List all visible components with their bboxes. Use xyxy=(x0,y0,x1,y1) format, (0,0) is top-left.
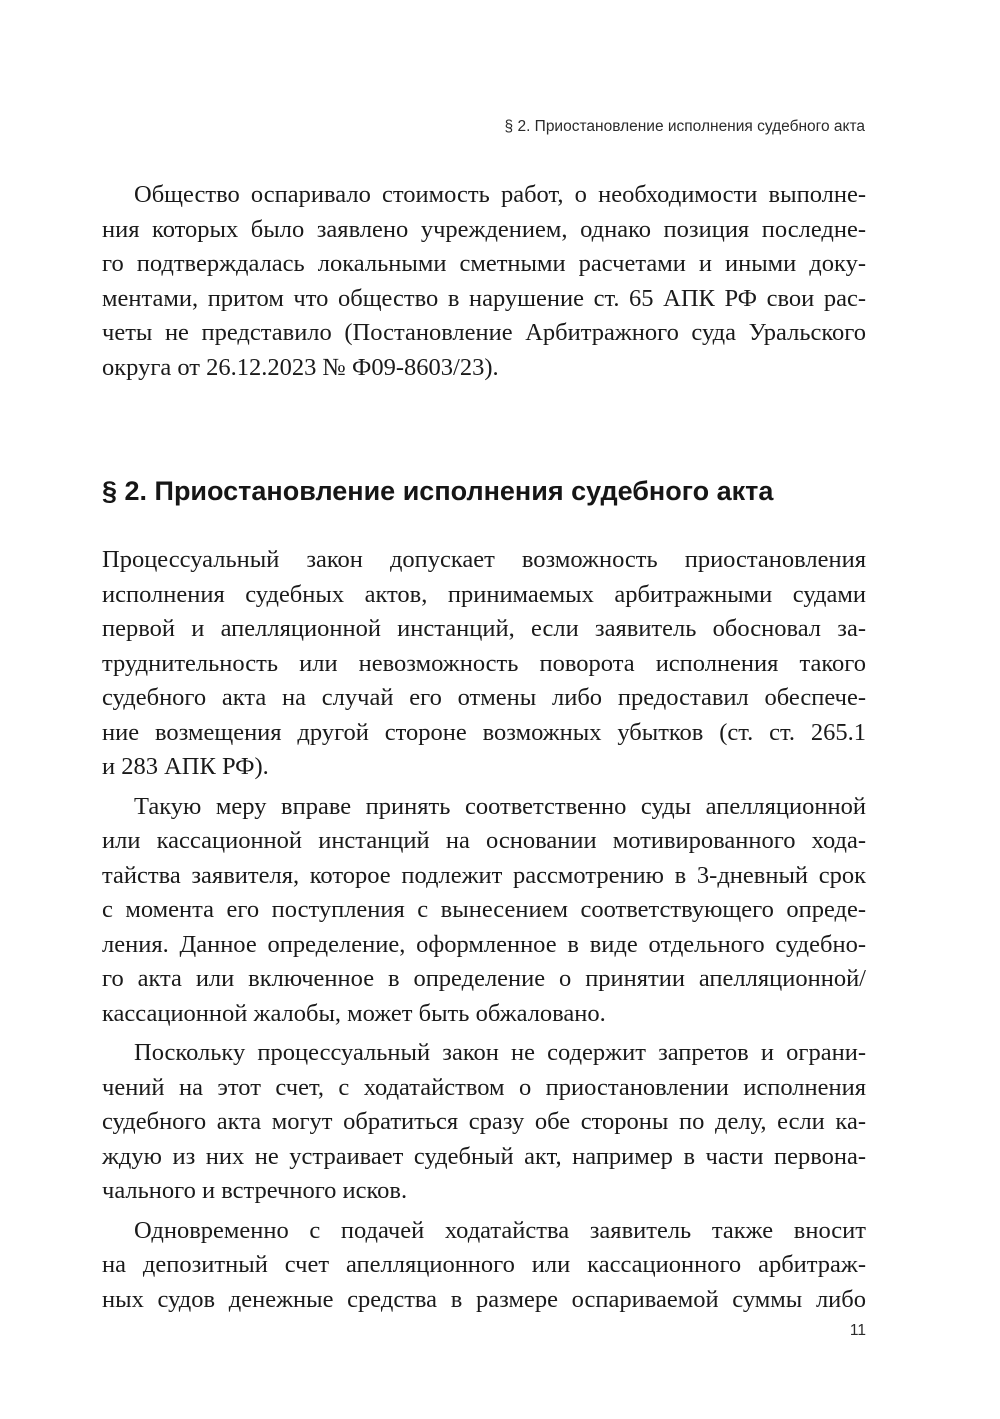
text-line: кассационной жалобы, может быть обжаловано. xyxy=(102,999,606,1027)
running-header: § 2. Приостановление исполнения судебного акта xyxy=(504,118,865,135)
text-line: первой и апелляционной инстанций, если заявитель обосновал за- xyxy=(102,615,866,642)
text-line: ждую из них не устраивает судебный акт, например в части первона- xyxy=(102,1142,866,1170)
text-line: или кассационной инстанций на основании мотивированного хода- xyxy=(102,827,866,854)
paragraph-1 xyxy=(102,178,866,385)
paragraph-5 xyxy=(102,1214,866,1318)
text-line: Поскольку процессуальный закон не содержит запретов и ограни- xyxy=(134,1039,866,1066)
text-line: на депозитный счет апелляционного или кассационного арбитраж- xyxy=(102,1251,866,1278)
paragraph-2 xyxy=(102,543,866,785)
text-line: ментами, притом что общество в нарушение ст. 65 АПК РФ свои рас- xyxy=(102,284,866,312)
text-line: с момента его поступления с вынесением соответствующего опреде- xyxy=(102,896,866,923)
text-line: ния которых было заявлено учреждением, однако позиция последне- xyxy=(102,215,866,243)
text-line: тайства заявителя, которое подлежит рассмотрению в 3-дневный срок xyxy=(102,861,866,889)
text-line: исполнения судебных актов, принимаемых арбитражными судами xyxy=(102,580,866,608)
text-line: судебного акта на случай его отмены либо предоставил обеспече- xyxy=(102,684,866,711)
text-line: чений на этот счет, с ходатайством о приостановлении исполнения xyxy=(102,1073,866,1101)
text-line: чального и встречного исков. xyxy=(102,1177,408,1204)
text-line: Одновременно с подачей ходатайства заявитель также вносит xyxy=(134,1216,866,1244)
text-line: труднительность или невозможность поворота исполнения такого xyxy=(102,649,866,677)
text-line: го акта или включенное в определение о принятии апелляционной/ xyxy=(102,965,866,992)
paragraph-3 xyxy=(102,790,866,1032)
text-line: судебного акта могут обратиться сразу обе стороны по делу, если ка- xyxy=(102,1108,866,1135)
text-line: ления. Данное определение, оформленное в виде отдельного судебно- xyxy=(102,930,866,958)
text-line: Такую меру вправе принять соответственно суды апелляционной xyxy=(134,792,866,820)
text-line: го подтверждалась локальными сметными расчетами и иными доку- xyxy=(102,250,866,277)
text-line: округа от 26.12.2023 № Ф09-8603/23). xyxy=(102,353,499,381)
body-text xyxy=(102,543,866,1317)
text-line: Общество оспаривало стоимость работ, о необходимости выполне- xyxy=(134,181,866,208)
text-line: четы не представило (Постановление Арбитражного суда Уральского xyxy=(102,319,866,346)
text-line: и 283 АПК РФ). xyxy=(102,753,269,780)
paragraph-4 xyxy=(102,1036,866,1209)
page-number: 11 xyxy=(849,1322,866,1339)
text-line: ние возмещения другой стороне возможных убытков (ст. ст. 265.1 xyxy=(102,718,866,746)
section-heading: § 2. Приостановление исполнения судебного акта xyxy=(102,476,774,506)
text-line: Процессуальный закон допускает возможность приостановления xyxy=(102,546,866,573)
text-line: ных судов денежные средства в размере оспариваемой суммы либо xyxy=(102,1285,866,1313)
